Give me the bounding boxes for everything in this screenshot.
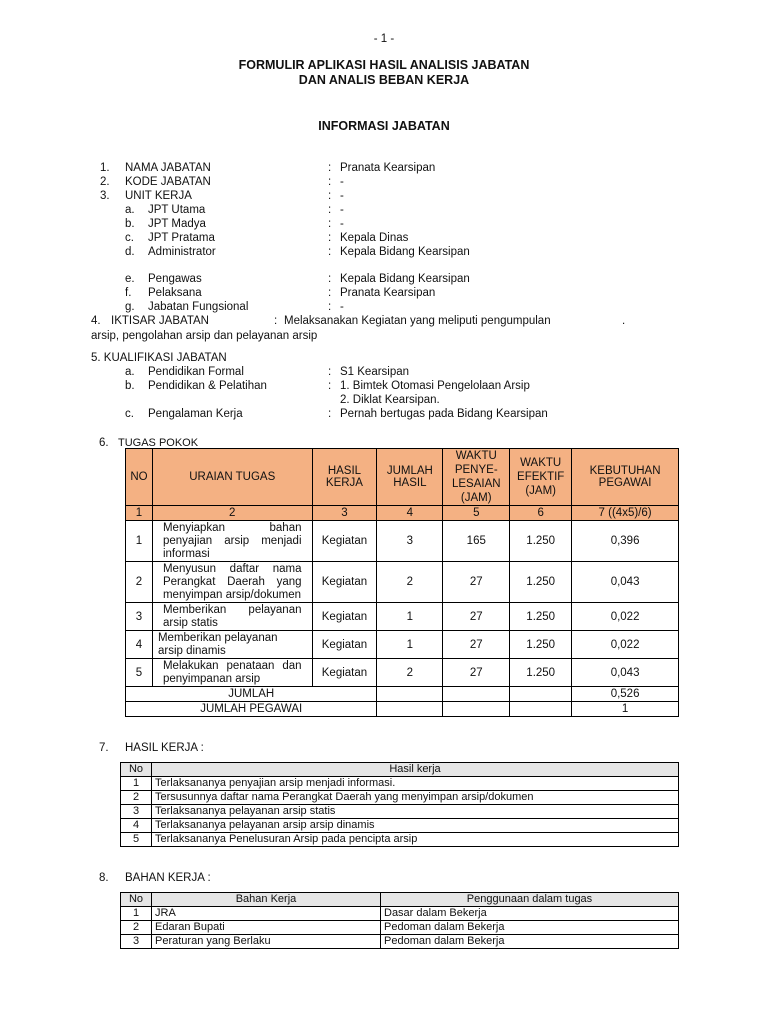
- colon: :: [328, 204, 332, 216]
- section-title: INFORMASI JABATAN: [318, 119, 450, 133]
- cell-efektif: 1.250: [510, 631, 572, 659]
- cell-waktu: 27: [443, 631, 510, 659]
- page-number: - 1 -: [373, 33, 395, 45]
- item-label: NAMA JABATAN: [125, 162, 211, 174]
- item-label: Pengawas: [148, 273, 202, 285]
- item-value: 2. Diklat Kearsipan.: [340, 394, 440, 406]
- subheader-cell: 4: [377, 506, 443, 521]
- item-number: 7.: [99, 742, 109, 754]
- table-row: [121, 791, 679, 805]
- jumlah-label: JUMLAH: [126, 687, 377, 702]
- jumlah-pegawai-value: 1: [572, 702, 679, 717]
- item-letter: a.: [125, 204, 135, 216]
- item-value: Kepala Dinas: [340, 232, 409, 244]
- item-label: JPT Utama: [148, 204, 206, 216]
- cell-hasil: Terlaksananya penyajian arsip menjadi informasi.: [152, 777, 679, 791]
- col-header-uraian: URAIAN TUGAS: [152, 449, 312, 506]
- colon: :: [328, 176, 332, 188]
- table-header-row: [126, 449, 679, 506]
- cell-waktu: 27: [443, 659, 510, 687]
- cell-penggunaan: Pedoman dalam Bekerja: [381, 935, 679, 949]
- item-label: Pengalaman Kerja: [148, 408, 243, 420]
- empty-cell: [443, 702, 510, 717]
- jumlah-value: 0,526: [572, 687, 679, 702]
- item-label: Pendidikan Formal: [148, 366, 244, 378]
- cell-hasil: Terlaksananya pelayanan arsip statis: [152, 805, 679, 819]
- empty-cell: [510, 702, 572, 717]
- item-label: JPT Madya: [148, 218, 206, 230]
- bahan-kerja-table: [120, 892, 679, 949]
- cell-waktu: 165: [443, 521, 510, 562]
- empty-cell: [510, 687, 572, 702]
- colon: :: [328, 301, 332, 313]
- table-row: [121, 907, 679, 921]
- cell-hasil: Kegiatan: [312, 603, 377, 631]
- cell-hasil: Kegiatan: [312, 521, 377, 562]
- colon: :: [328, 232, 332, 244]
- item-label: Administrator: [148, 246, 216, 258]
- cell-jumlah: 2: [377, 562, 443, 603]
- item-label: Pendidikan & Pelatihan: [148, 380, 267, 392]
- item-value: -: [340, 301, 344, 313]
- item-label: UNIT KERJA: [125, 190, 192, 202]
- cell-efektif: 1.250: [510, 659, 572, 687]
- col-header-no: No: [121, 893, 152, 907]
- cell-no: 2: [121, 791, 152, 805]
- colon: :: [328, 190, 332, 202]
- table-row: [121, 935, 679, 949]
- form-title-line2: DAN ANALIS BEBAN KERJA: [298, 73, 470, 87]
- item-value: -: [340, 190, 344, 202]
- cell-no: 5: [126, 659, 153, 687]
- cell-hasil: Terlaksananya pelayanan arsip arsip dinamis: [152, 819, 679, 833]
- cell-kebutuhan: 0,043: [572, 562, 679, 603]
- table-header-row: [121, 893, 679, 907]
- col-header-efektif: WAKTU EFEKTIF (JAM): [510, 449, 572, 506]
- subheader-cell: 1: [126, 506, 153, 521]
- item-value: -: [340, 218, 344, 230]
- item-value: Pernah bertugas pada Bidang Kearsipan: [340, 408, 548, 420]
- cell-hasil: Kegiatan: [312, 562, 377, 603]
- table-row: [121, 921, 679, 935]
- tugas-pokok-table: [125, 448, 679, 717]
- item-number: 1.: [100, 162, 110, 174]
- cell-jumlah: 1: [377, 603, 443, 631]
- item-number: 2.: [100, 176, 110, 188]
- cell-kebutuhan: 0,396: [572, 521, 679, 562]
- table-row: [126, 631, 679, 659]
- item-label: KODE JABATAN: [125, 176, 211, 188]
- cell-no: 1: [126, 521, 153, 562]
- cell-uraian: Menyusun daftar nama Perangkat Daerah yang menyimpan arsip/dokumen: [152, 562, 312, 603]
- item-letter: e.: [125, 273, 135, 285]
- item-number: 8.: [99, 872, 109, 884]
- total-pegawai-row: [126, 702, 679, 717]
- item-value: S1 Kearsipan: [340, 366, 410, 378]
- col-header-penggunaan: Penggunaan dalam tugas: [381, 893, 679, 907]
- table-row: [126, 562, 679, 603]
- col-header-no: NO: [126, 449, 153, 506]
- colon: :: [328, 218, 332, 230]
- cell-no: 3: [126, 603, 153, 631]
- cell-waktu: 27: [443, 562, 510, 603]
- cell-jumlah: 1: [377, 631, 443, 659]
- colon: :: [274, 315, 278, 327]
- cell-uraian: Memberikan pelayanan arsip dinamis: [152, 631, 312, 659]
- table-row: [126, 521, 679, 562]
- cell-no: 2: [126, 562, 153, 603]
- cell-penggunaan: Dasar dalam Bekerja: [381, 907, 679, 921]
- cell-no: 1: [121, 907, 152, 921]
- cell-efektif: 1.250: [510, 603, 572, 631]
- iktisar-dot: .: [622, 315, 626, 327]
- colon: :: [328, 366, 332, 378]
- cell-hasil: Terlaksananya Penelusuran Arsip pada pencipta arsip: [152, 833, 679, 847]
- colon: :: [328, 408, 332, 420]
- cell-no: 3: [121, 805, 152, 819]
- table-row: [126, 603, 679, 631]
- section-heading: BAHAN KERJA :: [125, 872, 211, 884]
- item-number: 4.: [91, 315, 101, 327]
- col-header-bahan: Bahan Kerja: [152, 893, 381, 907]
- item-number: 6.: [99, 437, 109, 449]
- cell-hasil: Kegiatan: [312, 659, 377, 687]
- table-subheader-row: [126, 506, 679, 521]
- item-value: Kepala Bidang Kearsipan: [340, 246, 470, 258]
- colon: :: [328, 162, 332, 174]
- hasil-kerja-table: [120, 762, 679, 847]
- table-row: [121, 777, 679, 791]
- item-label: IKTISAR JABATAN: [111, 315, 209, 327]
- col-header-jumlah: JUMLAH HASIL: [377, 449, 443, 506]
- subheader-cell: 2: [152, 506, 312, 521]
- cell-bahan: Edaran Bupati: [152, 921, 381, 935]
- item-value: Kepala Bidang Kearsipan: [340, 273, 470, 285]
- colon: :: [328, 246, 332, 258]
- cell-uraian: Memberikan pelayanan arsip statis: [152, 603, 312, 631]
- cell-waktu: 27: [443, 603, 510, 631]
- empty-cell: [443, 687, 510, 702]
- item-value: -: [340, 204, 344, 216]
- iktisar-text-line2: arsip, pengolahan arsip dan pelayanan arsip: [91, 330, 318, 342]
- empty-cell: [377, 687, 443, 702]
- cell-uraian: Melakukan penataan dan penyimpanan arsip: [152, 659, 312, 687]
- item-letter: b.: [125, 380, 135, 392]
- colon: :: [328, 273, 332, 285]
- total-row: [126, 687, 679, 702]
- table-row: [121, 833, 679, 847]
- subheader-cell: 7 ((4x5)/6): [572, 506, 679, 521]
- item-letter: d.: [125, 246, 135, 258]
- col-header-waktu: WAKTU PENYE- LESAIAN (JAM): [443, 449, 510, 506]
- subheader-cell: 6: [510, 506, 572, 521]
- section-heading: 5. KUALIFIKASI JABATAN: [91, 352, 227, 364]
- cell-bahan: JRA: [152, 907, 381, 921]
- cell-no: 2: [121, 921, 152, 935]
- subheader-cell: 3: [312, 506, 377, 521]
- cell-jumlah: 3: [377, 521, 443, 562]
- form-title-line1: FORMULIR APLIKASI HASIL ANALISIS JABATAN: [238, 58, 530, 72]
- col-header-kebutuhan: KEBUTUHAN PEGAWAI: [572, 449, 679, 506]
- iktisar-text-line1: Melaksanakan Kegiatan yang meliputi pengumpulan: [284, 315, 551, 327]
- colon: :: [328, 380, 332, 392]
- empty-cell: [377, 702, 443, 717]
- section-heading: TUGAS POKOK: [118, 437, 199, 449]
- cell-hasil: Kegiatan: [312, 631, 377, 659]
- table-header-row: [121, 763, 679, 777]
- cell-no: 1: [121, 777, 152, 791]
- item-value: Pranata Kearsipan: [340, 287, 436, 299]
- item-label: Pelaksana: [148, 287, 202, 299]
- cell-kebutuhan: 0,022: [572, 603, 679, 631]
- item-label: JPT Pratama: [148, 232, 215, 244]
- col-header-hasil: HASIL KERJA: [312, 449, 377, 506]
- item-letter: b.: [125, 218, 135, 230]
- col-header-hasil: Hasil kerja: [152, 763, 679, 777]
- cell-uraian: Menyiapkan bahan penyajian arsip menjadi informasi: [152, 521, 312, 562]
- cell-hasil: Tersusunnya daftar nama Perangkat Daerah yang menyimpan arsip/dokumen: [152, 791, 679, 805]
- item-value: Pranata Kearsipan: [340, 162, 436, 174]
- cell-bahan: Peraturan yang Berlaku: [152, 935, 381, 949]
- cell-kebutuhan: 0,022: [572, 631, 679, 659]
- section-heading: HASIL KERJA :: [125, 742, 204, 754]
- subheader-cell: 5: [443, 506, 510, 521]
- cell-kebutuhan: 0,043: [572, 659, 679, 687]
- item-letter: g.: [125, 301, 135, 313]
- item-letter: c.: [125, 232, 134, 244]
- cell-efektif: 1.250: [510, 521, 572, 562]
- cell-efektif: 1.250: [510, 562, 572, 603]
- cell-jumlah: 2: [377, 659, 443, 687]
- item-value: 1. Bimtek Otomasi Pengelolaan Arsip: [340, 380, 530, 392]
- table-row: [121, 805, 679, 819]
- item-letter: c.: [125, 408, 134, 420]
- item-label: Jabatan Fungsional: [148, 301, 249, 313]
- colon: :: [328, 287, 332, 299]
- item-letter: a.: [125, 366, 135, 378]
- cell-penggunaan: Pedoman dalam Bekerja: [381, 921, 679, 935]
- item-letter: f.: [125, 287, 132, 299]
- cell-no: 5: [121, 833, 152, 847]
- cell-no: 4: [121, 819, 152, 833]
- table-row: [126, 659, 679, 687]
- jumlah-pegawai-label: JUMLAH PEGAWAI: [126, 702, 377, 717]
- item-number: 3.: [100, 190, 110, 202]
- table-row: [121, 819, 679, 833]
- cell-no: 3: [121, 935, 152, 949]
- col-header-no: No: [121, 763, 152, 777]
- cell-no: 4: [126, 631, 153, 659]
- item-value: -: [340, 176, 344, 188]
